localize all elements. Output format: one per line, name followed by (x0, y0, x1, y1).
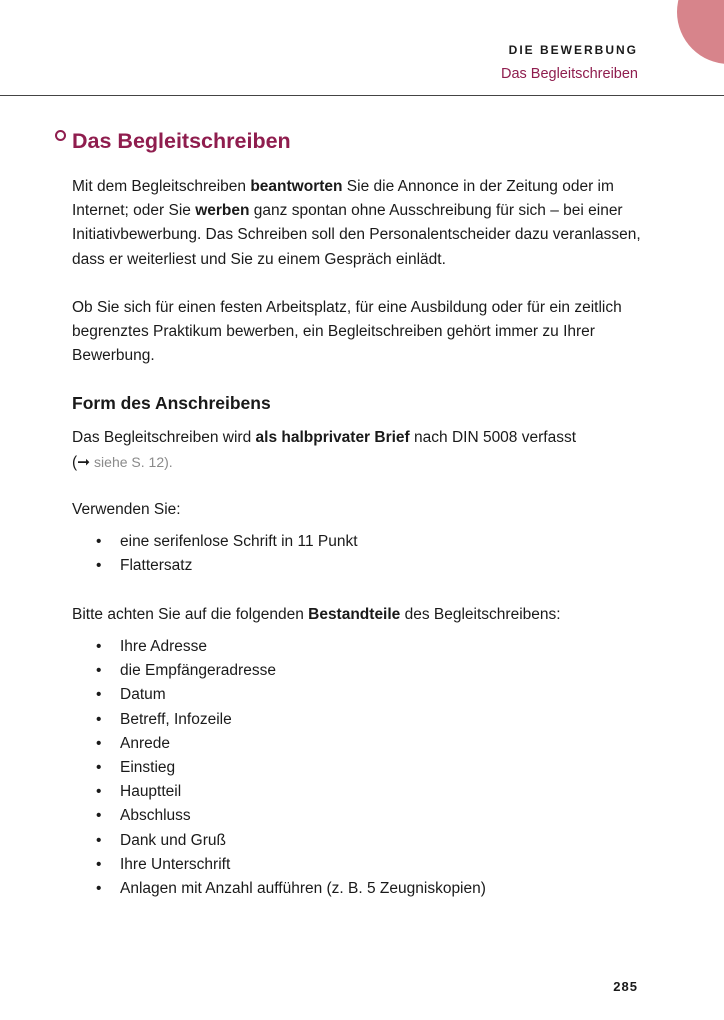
list-item: • Einstieg (96, 756, 486, 780)
page-title: Das Begleitschreiben (72, 129, 291, 153)
text: Mit dem Begleitschreiben (72, 178, 251, 195)
bold-text: Bestandteile (308, 606, 401, 623)
list-item: • Ihre Adresse (96, 635, 486, 659)
text: ). (164, 454, 173, 471)
page-reference-link[interactable]: siehe S. 12 (90, 454, 165, 471)
subheading: Form des Anschreibens (72, 393, 271, 413)
list-item: • Ihre Unterschrift (96, 853, 486, 877)
text: Bitte achten Sie auf die folgenden (72, 606, 309, 623)
list-item: • eine serifenlose Schrift in 11 Punkt (96, 530, 358, 554)
list-item: • Anlagen mit Anzahl aufführen (z. B. 5 Zeugniskopien) (96, 877, 486, 901)
corner-decoration (677, 0, 724, 64)
text: Das Begleitschreiben wird (72, 429, 256, 446)
use-paragraph: Verwenden Sie: (72, 501, 181, 518)
header-divider (0, 95, 724, 96)
form-paragraph (72, 426, 652, 475)
running-head-chapter: DIE BEWERBUNG (508, 43, 638, 57)
components-list (96, 635, 486, 901)
running-head-section: Das Begleitschreiben (500, 66, 638, 82)
page-number: 285 (613, 979, 638, 994)
bold-text: beantworten (250, 178, 343, 195)
intro-paragraph (72, 175, 652, 272)
text: ganz spontan ohne Ausschreibung für sich – bei einer Initiativbewerbung. Das Schreiben soll den Personalentscheider dazu veranlassen, dass er weiterliest und Sie zu einem Gespräch einlädt. (72, 202, 641, 268)
list-item: • Abschluss (96, 804, 486, 828)
section-marker-icon (55, 130, 66, 141)
text: nach DIN 5008 verfasst (409, 429, 576, 446)
list-item: • Datum (96, 683, 486, 707)
text: ( (72, 454, 78, 472)
list-item: • Dank und Gruß (96, 829, 486, 853)
bold-text: als halbprivater Brief (255, 429, 410, 446)
text: des Begleitschreibens: (400, 606, 561, 623)
format-list (96, 530, 358, 578)
list-item: • Anrede (96, 732, 486, 756)
list-item: • die Empfängeradresse (96, 659, 486, 683)
list-item: • Betreff, Infozeile (96, 708, 486, 732)
second-paragraph: Ob Sie sich für einen festen Arbeitsplatz, für eine Ausbildung oder für ein zeitlich begrenztes Praktikum bewerben, ein Begleitschreiben gehört immer zu Ihrer Bewerbung. (72, 299, 622, 365)
bold-text: werben (195, 202, 250, 220)
arrow-right-icon: ➞ (77, 454, 91, 472)
text: Sie die Annonce in der Zeitung oder im Internet; oder Sie (72, 178, 614, 220)
list-item: • Flattersatz (96, 554, 358, 578)
components-paragraph (72, 603, 652, 627)
list-item: • Hauptteil (96, 780, 486, 804)
